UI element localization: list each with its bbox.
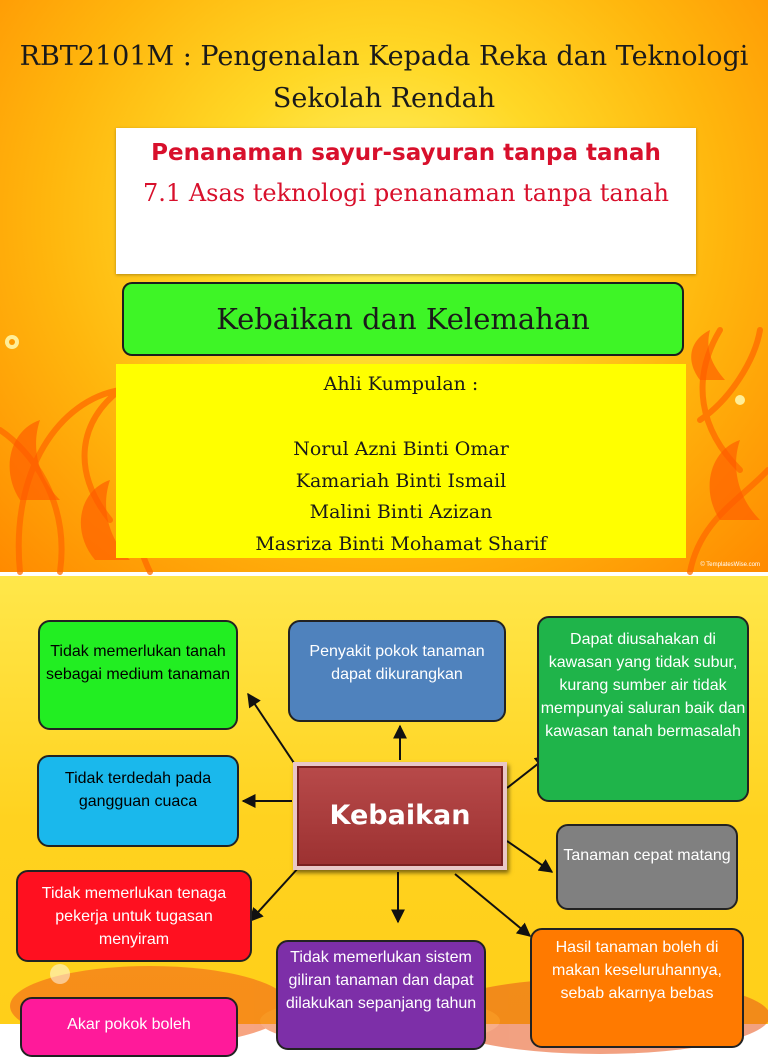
section-title: Kebaikan dan Kelemahan: [216, 302, 590, 336]
member-name: Norul Azni Binti Omar: [293, 438, 509, 460]
member-name: Malini Binti Azizan: [309, 501, 493, 523]
advantage-text: Hasil tanaman boleh di makan keseluruhannya, sebab akarnya bebas: [552, 939, 722, 1002]
advantage-text: Tidak memerlukan tenaga pekerja untuk tugasan menyiram: [41, 885, 227, 948]
advantage-text: Tidak memerlukan sistem giliran tanaman dan dapat dilakukan sepanjang tahun: [285, 949, 477, 1012]
course-title-line-2: Sekolah Rendah: [272, 83, 496, 114]
members-label: Ahli Kumpulan :: [323, 373, 479, 395]
section-title-box: [122, 282, 684, 356]
advantage-box: [288, 620, 506, 722]
advantages-slide: [0, 576, 768, 1033]
advantage-box: [16, 870, 252, 962]
advantage-box: [530, 928, 744, 1048]
member-name: Kamariah Binti Ismail: [295, 469, 507, 492]
advantage-box: [556, 824, 738, 910]
advantage-box: [20, 997, 238, 1057]
advantage-box: [276, 940, 486, 1050]
arrow-to-box-8: [455, 874, 530, 936]
template-credit: © TemplatesWise.com: [700, 562, 760, 568]
course-title: [0, 36, 768, 120]
advantage-text: Tanaman cepat matang: [563, 847, 731, 864]
advantage-text: Tidak memerlukan tanah sebagai medium tanaman: [45, 643, 231, 683]
advantage-box: [38, 620, 238, 730]
advantage-box: [37, 755, 239, 847]
advantage-text: Tidak terdedah pada gangguan cuaca: [64, 770, 212, 810]
topic-subtitle: 7.1 Asas teknologi penanaman tanpa tanah: [143, 179, 669, 207]
advantage-text: Akar pokok boleh: [67, 1016, 191, 1033]
center-label: Kebaikan: [329, 800, 471, 831]
advantage-text: Dapat diusahakan di kawasan yang tidak subur, kurang sumber air tidak mempunyai saluran baik dan kawasan tanah bermasalah: [540, 631, 746, 740]
kebaikan-center-box: [293, 762, 507, 870]
advantage-text: Penyakit pokok tanaman dapat dikurangkan: [309, 643, 485, 683]
members-list: [116, 434, 686, 560]
group-members-box: [116, 364, 686, 558]
course-title-line-1: RBT2101M : Pengenalan Kepada Reka dan Teknologi: [19, 41, 749, 72]
advantage-box: [537, 616, 749, 802]
arrow-to-box-5: [507, 841, 552, 872]
topic-title: Penanaman sayur-sayuran tanpa tanah: [151, 140, 661, 166]
member-name: Masriza Binti Mohamat Sharif: [255, 532, 547, 555]
topic-title-box: [116, 128, 696, 274]
arrow-to-box-6: [250, 866, 300, 921]
